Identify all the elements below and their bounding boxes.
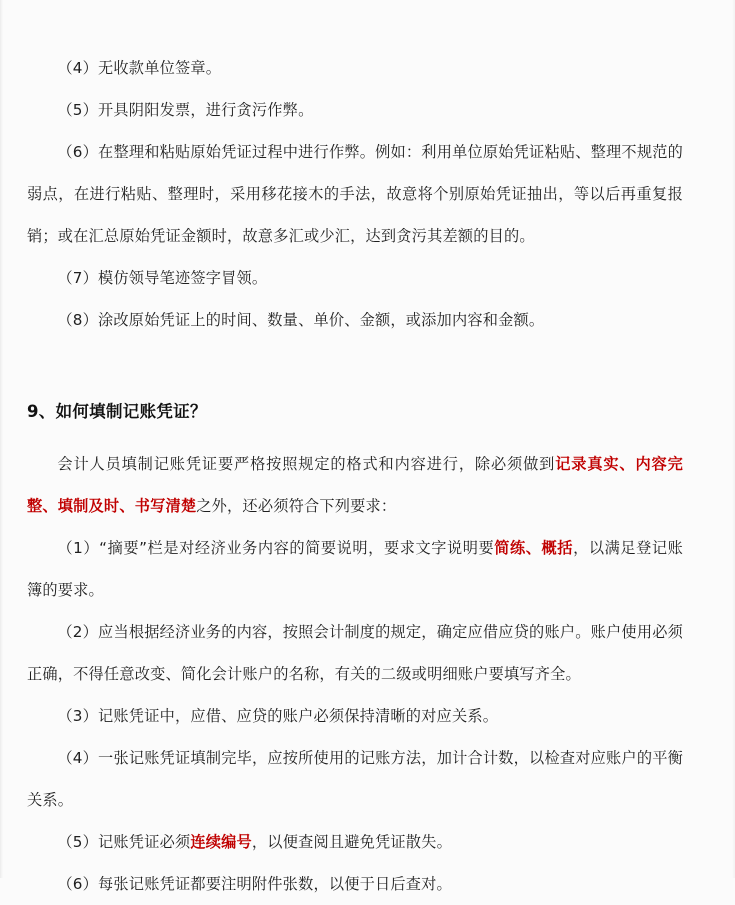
requirement-text-tail: ，以满足登记账簿的要求。 bbox=[27, 539, 684, 599]
requirement-item bbox=[27, 695, 683, 737]
requirement-label: （4） bbox=[57, 749, 99, 767]
intro-highlight: 记录真实、内容完整、填制及时、书写清楚 bbox=[27, 455, 683, 515]
requirement-item bbox=[27, 737, 683, 821]
requirement-item bbox=[27, 821, 683, 863]
intro-text-tail: 之外，还必须符合下列要求： bbox=[196, 497, 397, 515]
list-item: （7）模仿领导笔迹签字冒领。 bbox=[57, 269, 268, 287]
requirement-text-lead: 记账凭证必须 bbox=[98, 833, 191, 851]
requirement-item bbox=[27, 611, 683, 695]
requirement-item bbox=[27, 863, 683, 905]
requirement-text-tail: ，以便查阅且避免凭证散失。 bbox=[251, 833, 452, 851]
section-heading: 9、如何填制记账凭证？ bbox=[27, 402, 207, 421]
requirement-text-lead: 应当根据经济业务的内容，按照会计制度的规定，确定应借应贷的账户。账户使用必须正确，不得任意改变、简化会计账户的名称，有关的二级或明细账户要填写齐全。 bbox=[27, 623, 683, 683]
requirement-label: （5） bbox=[57, 833, 99, 851]
requirement-text-lead: 每张记账凭证都要注明附件张数，以便于日后查对。 bbox=[98, 875, 452, 893]
section-spacer bbox=[27, 341, 683, 397]
requirement-text-lead: 记账凭证中，应借、应贷的账户必须保持清晰的对应关系。 bbox=[98, 707, 499, 725]
requirement-highlight: 简练、概括 bbox=[494, 539, 574, 557]
requirement-label: （3） bbox=[57, 707, 99, 725]
requirement-text-lead: “摘要”栏是对经济业务内容的简要说明，要求文字说明要 bbox=[99, 539, 495, 557]
list-item: （4）无收款单位签章。 bbox=[57, 59, 222, 77]
intro-text-lead: 会计人员填制记账凭证要严格按照规定的格式和内容进行，除必须做到 bbox=[57, 455, 556, 473]
heading-spacer bbox=[27, 427, 683, 443]
requirement-item bbox=[27, 527, 683, 611]
intro-paragraph bbox=[27, 443, 683, 527]
requirement-highlight: 连续编号 bbox=[190, 833, 252, 851]
requirement-text-lead: 一张记账凭证填制完毕，应按所使用的记账方法，加计合计数，以检查对应账户的平衡关系。 bbox=[27, 749, 683, 809]
requirement-label: （6） bbox=[57, 875, 99, 893]
list-item: （5）开具阴阳发票，进行贪污作弊。 bbox=[57, 101, 314, 119]
requirement-label: （1） bbox=[57, 539, 100, 557]
list-item: （8）涂改原始凭证上的时间、数量、单价、金额，或添加内容和金额。 bbox=[57, 311, 545, 329]
requirement-label: （2） bbox=[57, 623, 99, 641]
list-item: （6）在整理和粘贴原始凭证过程中进行作弊。例如：利用单位原始凭证粘贴、整理不规范的弱点，在进行粘贴、整理时，采用移花接木的手法，故意将个别原始凭证抽出，等以后再重复报销；或在汇总原始凭证金额时，故意多汇或少汇，达到贪污其差额的目的。 bbox=[27, 143, 683, 245]
